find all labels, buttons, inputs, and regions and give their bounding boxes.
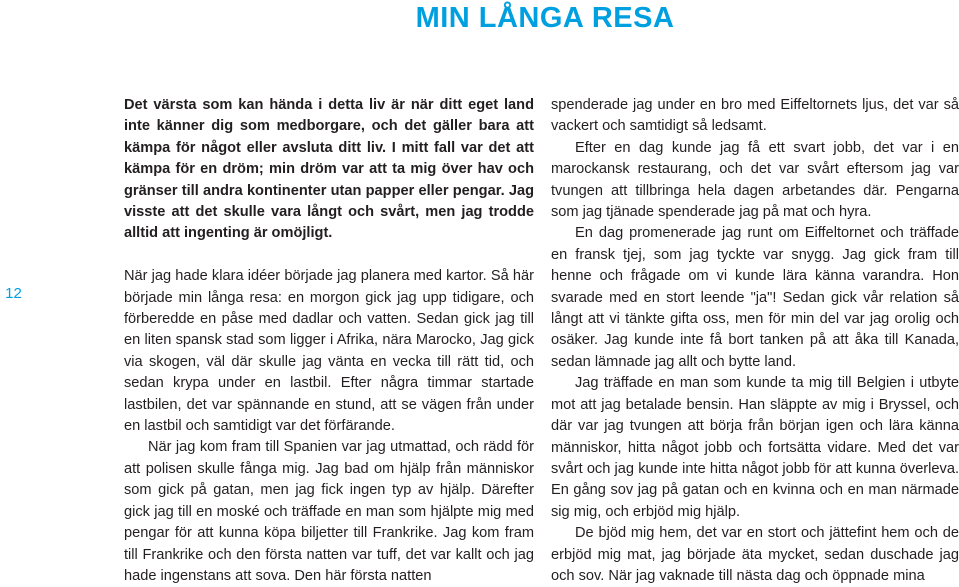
right-column [551, 95, 959, 587]
body-paragraph: När jag kom fram till Spanien var jag utmattad, och rädd för att polisen skulle fånga mig. Jag bad om hjälp från människor som gick på gatan, men jag fick ingen typ av hjälp. Därefter gick jag till en moské och träffade en man som hjälpte mig med pengar för att kunna köpa biljetter till Frankrike. Jag kom fram till Frankrike och den första natten var tuff, det var kallt och jag hade ingenstans att sova. Den här första natten [124, 439, 534, 584]
lead-paragraph: Det värsta som kan hända i detta liv är när ditt eget land inte känner dig som medborgare, och det gäller bara att kämpa för något eller avsluta ditt liv. I mitt fall var det att kämpa för en dröm; min dröm var att ta mig över hav och gränser till andra kontinenter utan papper eller pengar. Jag visste att det skulle vara långt och svårt, men jag trodde alltid att ingenting är omöjligt. [124, 97, 534, 242]
body-paragraph: En dag promenerade jag runt om Eiffeltornet och träffade en fransk tjej, som jag tyckte var snygg. Jag gick fram till henne och frågade om vi kunde lära känna varandra. Hon svarade med en stort leende "ja"! Sedan gick vår relation så långt att vi tänkte gifta oss, men för min del var jag orolig och osäker. Jag kunde inte få bort tanken på att åka till Kanada, sedan lämnade jag allt och bytte land. [551, 225, 959, 370]
left-column [124, 95, 534, 587]
page-number: 12 [5, 285, 22, 302]
body-paragraph: Jag träffade en man som kunde ta mig till Belgien i utbyte mot att jag betalade bensin. Han släppte av mig i Bryssel, och där var jag tvungen att börja från början igen och lära känna människor, hitta något jobb och fortsätta vidare. Med det var svårt och jag kunde inte hitta något jobb för att kunna överleva. En gång sov jag på gatan och en kvinna och en man närmade sig mig, och erbjöd mig hjälp. [551, 375, 959, 520]
body-paragraph: Efter en dag kunde jag få ett svart jobb, det var i en marockansk restaurang, och det var svårt eftersom jag var tvungen att tillbringa hela dagen arbetandes där. Pengarna som jag tjänade spenderade jag på mat och hyra. [551, 139, 959, 221]
page-title: MIN LÅNGA RESA [415, 2, 675, 34]
body-paragraph: De bjöd mig hem, det var en stort och jättefint hem och de erbjöd mig mat, jag började äta mycket, sedan duschade jag och sov. När jag vaknade till nästa dag och öppnade mina [551, 525, 959, 584]
body-paragraph: När jag hade klara idéer började jag planera med kartor. Så här började min långa resa: en morgon gick jag upp tidigare, och förberedde en påse med dadlar och vatten. Sedan gick jag till en liten spansk stad som ligger i Afrika, nära Marocko, Jag gick via skogen, väl där skulle jag vänta en vecka till rätt tid, och sedan krypa under en lastbil. Efter några timmar startade lastbilen, det var spännande en stund, att se vägen från under en lastbil och samtidigt var det förfärande. [124, 268, 534, 435]
body-paragraph: spenderade jag under en bro med Eiffeltornets ljus, det var så vackert och samtidigt så ledsamt. [551, 97, 959, 135]
